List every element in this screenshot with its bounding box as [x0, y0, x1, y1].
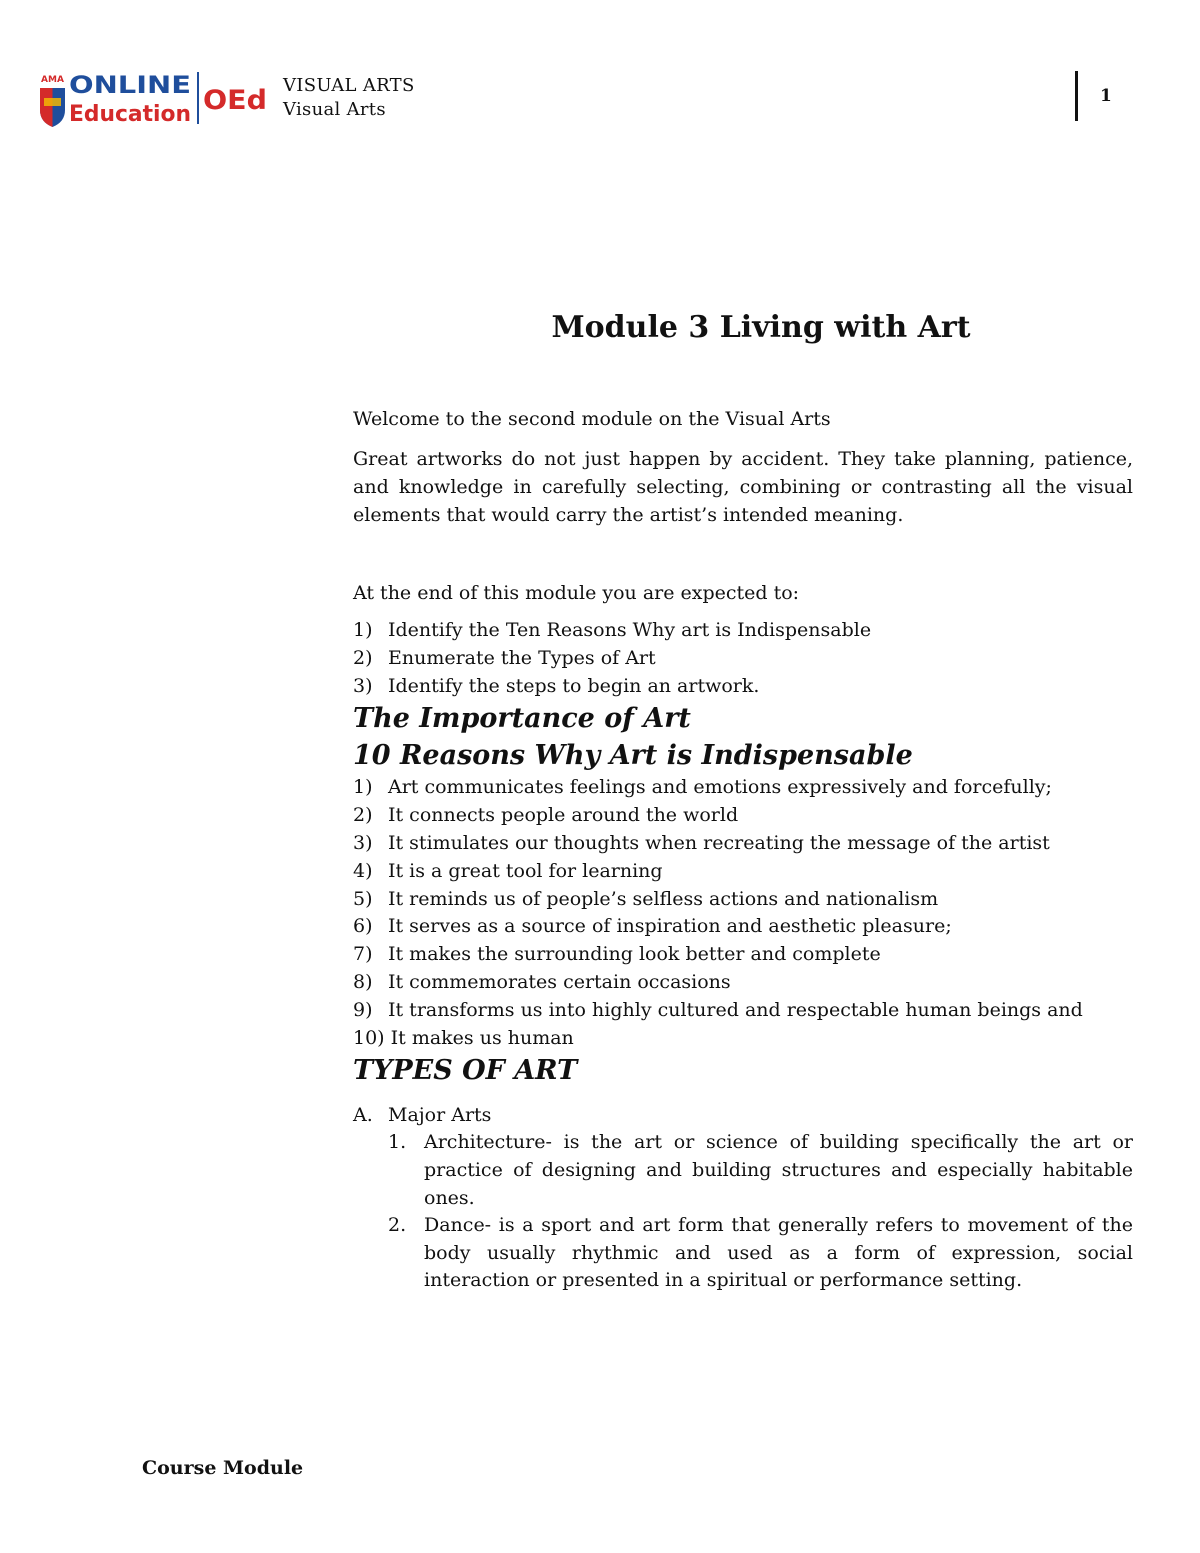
- footer-label: Course Module: [142, 1457, 304, 1479]
- header-course: [283, 74, 415, 122]
- list-item: 4) It is a great tool for learning: [353, 859, 663, 882]
- category-major-arts: [353, 1101, 1133, 1129]
- objectives-lead: At the end of this module you are expected to:: [353, 582, 800, 604]
- list-item: 1) Identify the Ten Reasons Why art is Indispensable: [353, 619, 872, 641]
- list-item: 5) It reminds us of people’s selfless actions and nationalism: [353, 887, 939, 910]
- page-number: 1: [1100, 86, 1112, 106]
- list-item: 8) It commemorates certain occasions: [353, 970, 731, 993]
- list-item: 1. Architecture- is the art or science of building specifically the art or practice of designing and building structures and especially habitable ones.: [388, 1131, 1133, 1209]
- list-item: 2) Enumerate the Types of Art: [353, 646, 656, 669]
- list-item: 3) Identify the steps to begin an artwork.: [353, 674, 760, 697]
- list-item: 2) It connects people around the world: [353, 804, 739, 827]
- module-content: [353, 310, 1133, 1295]
- list-item: 3) It stimulates our thoughts when recreating the message of the artist: [353, 831, 1050, 854]
- header-divider: [1075, 71, 1078, 121]
- logo-divider: [197, 72, 199, 124]
- logo-word-online: ONLINE: [69, 71, 191, 99]
- list-item: 1) Art communicates feelings and emotions expressively and forcefully;: [353, 776, 1052, 799]
- welcome-text: Welcome to the second module on the Visual Arts: [353, 408, 831, 430]
- online-education-logo: [38, 70, 270, 128]
- importance-heading: The Importance of Art: [353, 703, 691, 735]
- logo-word-education: Education: [69, 102, 191, 127]
- category-letter: A.: [353, 1104, 373, 1127]
- category-label: Major Arts: [388, 1104, 492, 1127]
- types-heading: TYPES OF ART: [353, 1055, 578, 1087]
- list-item: 7) It makes the surrounding look better and complete: [353, 943, 881, 966]
- list-item: 2. Dance- is a sport and art form that generally refers to movement of the body usually rhythmic and used as a form of expression, social interaction or presented in a spiritual or performance setting.: [388, 1214, 1133, 1292]
- list-item: 10) It makes us human: [353, 1026, 574, 1049]
- reasons-list: [353, 774, 1133, 1052]
- intro-paragraph: Great artworks do not just happen by accident. They take planning, patience, and knowledge in carefully selecting, combining or contrasting all the visual elements that would carry the artist’s intended meaning.: [353, 448, 1133, 526]
- list-item: 9) It transforms us into highly cultured and respectable human beings and: [353, 998, 1083, 1021]
- header-course-title: Visual Arts: [283, 99, 386, 120]
- logo-abbreviation: OEd: [203, 85, 267, 116]
- objectives-list: [353, 617, 1133, 700]
- header-course-upper: VISUAL ARTS: [283, 75, 415, 96]
- list-item: 6) It serves as a source of inspiration and aesthetic pleasure;: [353, 915, 952, 938]
- reasons-heading: 10 Reasons Why Art is Indispensable: [353, 740, 913, 772]
- module-title: Module 3 Living with Art: [551, 310, 971, 345]
- major-arts-list: [353, 1129, 1133, 1295]
- logo-graphic: [38, 70, 270, 128]
- logo-shield-text: AMA: [41, 75, 64, 85]
